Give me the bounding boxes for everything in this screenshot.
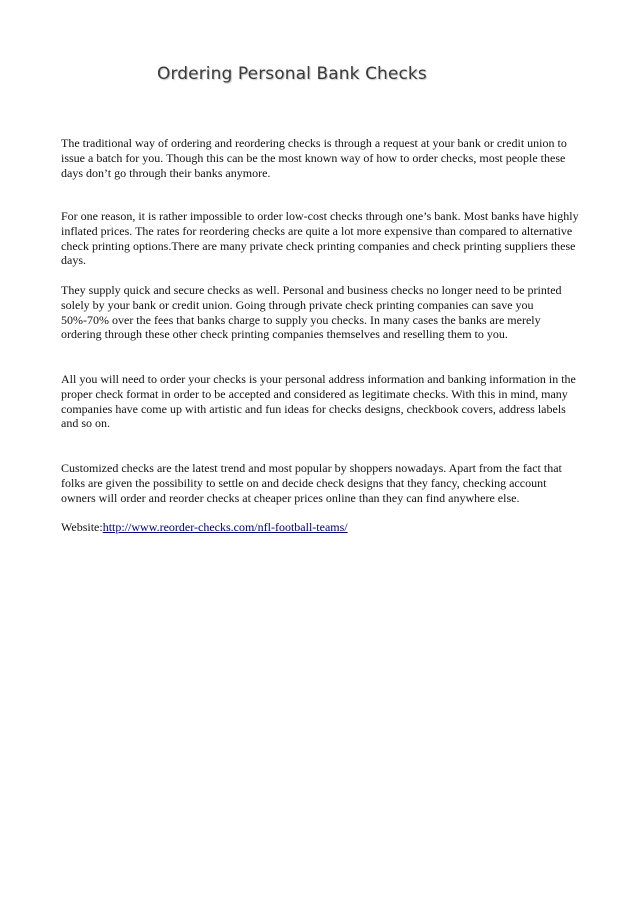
paragraph-requirements: All you will need to order your checks is your personal address information and banking information in the proper check format in order to be accepted and considered as legitimate checks. With this in mind, many companies have come up with artistic and fun ideas for checks designs, checkbook covers, address labels and so on. xyxy=(61,372,576,431)
paragraph-bank-prices: For one reason, it is rather impossible to order low-cost checks through one’s bank. Most banks have highly inflated prices. The rates for reordering checks are quite a lot more expensive than compared to alternative check printing options.There are many private check printing companies and check printing suppliers these days. xyxy=(61,209,579,268)
paragraph-customized-checks: Customized checks are the latest trend and most popular by shoppers nowadays. Apart from the fact that folks are given the possibility to settle on and decide check designs that they fancy, checking account owners will order and reorder checks at cheaper prices online than they can find anywhere else. xyxy=(61,461,562,505)
paragraph-secure-checks: They supply quick and secure checks as well. Personal and business checks no longer need to be printed solely by your bank or credit union. Going through private check printing companies can save you 50%-70% over the fees that banks charge to supply you checks. In many cases the banks are merely ordering through these other check printing companies themselves and reselling them to you. xyxy=(61,283,562,342)
website-line xyxy=(61,520,348,535)
website-link[interactable]: http://www.reorder-checks.com/nfl-football-teams/ xyxy=(102,520,348,534)
page-title: Ordering Personal Bank Checks xyxy=(157,64,427,84)
paragraph-traditional-ordering: The traditional way of ordering and reordering checks is through a request at your bank or credit union to issue a batch for you. Though this can be the most known way of how to order checks, most people these days don’t go through their banks anymore. xyxy=(61,136,567,180)
website-label: Website: xyxy=(61,520,103,534)
